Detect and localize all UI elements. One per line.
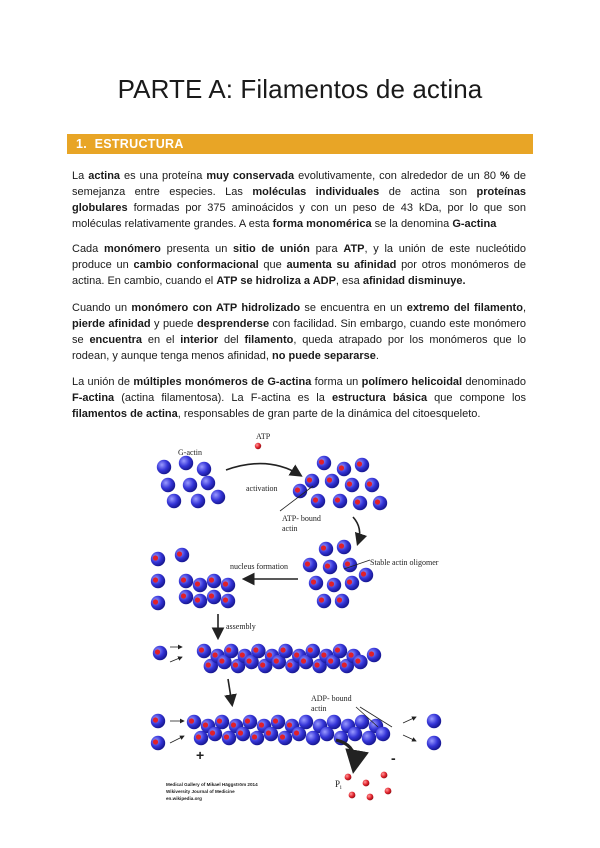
phosphate-label: $P_i$ [335, 779, 342, 791]
free-monomer [367, 648, 381, 662]
nucleus-monomer [207, 574, 221, 588]
bold-term: desprenderse [196, 318, 270, 330]
oligomer-monomer [327, 578, 341, 592]
filament-monomer [271, 715, 285, 729]
paragraph-2 [72, 241, 526, 289]
atp-dot [238, 730, 243, 735]
filament-monomer [250, 731, 264, 745]
atp-dot [153, 739, 158, 744]
text-run: para [309, 243, 344, 255]
credit-line-2: Wikiversity Journal of Medicine [166, 789, 235, 794]
adp-bound-monomer [299, 715, 313, 729]
free-monomer [151, 736, 165, 750]
atp-bound-monomer [317, 456, 331, 470]
text-run: formadas por 375 aminoácidos y con un peso de 43 kDa, por lo que son moléculas relativamente grandes. A esta [72, 202, 526, 230]
g-actin-monomer [197, 462, 211, 476]
atp-dot [223, 597, 228, 602]
page-title: PARTE A: Filamentos de actina [117, 74, 483, 104]
text-run: Cuando un [72, 302, 132, 314]
filament-monomer [278, 731, 292, 745]
g-actin-monomer [183, 478, 197, 492]
atp-dot [153, 599, 158, 604]
atp-dot [294, 730, 299, 735]
free-monomer [151, 574, 165, 588]
atp-dot [319, 459, 324, 464]
atp-dot [347, 481, 352, 486]
actin-polymerization-diagram [148, 425, 458, 815]
filament-monomer [251, 644, 265, 658]
oligomer-monomer [319, 542, 333, 556]
atp-dot [342, 662, 347, 667]
atp-dot [319, 597, 324, 602]
phosphate-molecule [349, 792, 356, 799]
phosphate-molecule [367, 794, 374, 801]
bold-term: encuentra [89, 334, 143, 346]
filament-monomer [215, 715, 229, 729]
atp-dot [210, 730, 215, 735]
atp-dot [245, 718, 250, 723]
atp-dot [195, 581, 200, 586]
filament-monomer [194, 731, 208, 745]
adp-bound-monomer [306, 731, 320, 745]
bold-term: monómero con ATP hidrolizado [131, 302, 301, 314]
text-run: La [72, 170, 89, 182]
atp-dot [252, 734, 257, 739]
adp-bound-monomer [348, 727, 362, 741]
atp-label: ATP [256, 432, 271, 441]
bold-term: proteínas globulares [72, 186, 526, 214]
nucleus-formation-label: nucleus formation [230, 562, 288, 571]
atp-dot [195, 597, 200, 602]
text-run: La unión de [72, 376, 134, 388]
phosphate-molecule [345, 774, 352, 781]
bold-term: G-actina [452, 218, 497, 230]
atp-dot [217, 718, 222, 723]
text-run: es una proteína [120, 170, 207, 182]
atp-dot [203, 722, 208, 727]
text-run: Cada [72, 243, 105, 255]
atp-dot [321, 545, 326, 550]
atp-dot [357, 461, 362, 466]
atp-dot [375, 499, 380, 504]
atp-dot [280, 734, 285, 739]
text-run: , y la unión de este nucleótido produce un [72, 243, 526, 271]
atp-bound-monomer [365, 478, 379, 492]
atp-bound-monomer [345, 478, 359, 492]
bold-term: afinidad disminuye. [362, 275, 466, 287]
atp-dot [213, 652, 218, 657]
atp-dot [287, 722, 292, 727]
bold-term: monómero [104, 243, 161, 255]
text-run: del [218, 334, 245, 346]
atp-dot [253, 647, 258, 652]
filament-monomer [353, 655, 367, 669]
bold-term: múltiples monómeros de G-actina [133, 376, 312, 388]
bold-term: sitio de unión [233, 243, 310, 255]
nucleus-monomer [207, 590, 221, 604]
atp-dot [267, 652, 272, 657]
bold-term: actina [88, 170, 121, 182]
nucleus-monomer [179, 574, 193, 588]
atp-dot [259, 722, 264, 727]
phosphate-molecule [363, 780, 370, 787]
minus-end-label: - [391, 750, 396, 766]
atp-dot [260, 662, 265, 667]
filament-monomer [292, 727, 306, 741]
nucleus-monomer [221, 578, 235, 592]
activation-label: activation [246, 484, 278, 493]
atp-dot [329, 581, 334, 586]
atp-dot [240, 652, 245, 657]
atp-bound-label-1: ATP- bound [282, 514, 321, 523]
phosphate-molecule [381, 772, 388, 779]
atp-dot [311, 579, 316, 584]
bold-term: polímero helicoidal [361, 376, 463, 388]
addition-arrow-2 [170, 657, 182, 662]
atp-dot [339, 543, 344, 548]
oligomer-monomer [317, 594, 331, 608]
nucleus-monomer [179, 590, 193, 604]
text-run: y puede [150, 318, 197, 330]
atp-dot [189, 718, 194, 723]
oligomer-monomer [359, 568, 373, 582]
atp-molecule [255, 443, 261, 449]
free-monomer [151, 596, 165, 610]
atp-dot [307, 477, 312, 482]
dissociation-arrow-1 [403, 717, 416, 723]
atp-bound-monomer [373, 496, 387, 510]
paragraph-1 [72, 168, 526, 232]
bold-term: no puede separarse [271, 350, 376, 362]
atp-dot [361, 571, 366, 576]
atp-bound-monomer [311, 494, 325, 508]
atp-dot [181, 577, 186, 582]
free-monomer [153, 646, 167, 660]
atp-dot [209, 593, 214, 598]
bold-term: % [500, 170, 510, 182]
atp-dot [177, 551, 182, 556]
atp-dot [233, 662, 238, 667]
filament-monomer [187, 715, 201, 729]
text-run: que [258, 259, 287, 271]
atp-dot [315, 662, 320, 667]
filament-monomer [278, 644, 292, 658]
atp-dot [355, 658, 360, 663]
atp-dot [155, 649, 160, 654]
nucleus-monomer [193, 594, 207, 608]
activation-arrow [226, 464, 300, 475]
atp-bound-monomer [353, 496, 367, 510]
atp-dot [313, 497, 318, 502]
bold-term: interior [180, 334, 219, 346]
text-run: se la denomina [371, 218, 453, 230]
bold-term: moléculas individuales [252, 186, 380, 198]
adp-bound-monomer [362, 731, 376, 745]
atp-dot [345, 561, 350, 566]
dissociated-monomer [427, 714, 441, 728]
atp-dot [327, 477, 332, 482]
filament-monomer [243, 715, 257, 729]
text-run: (actina filamentosa). La F-actina es la [114, 392, 332, 404]
filament-monomer [224, 644, 238, 658]
paragraph-4 [72, 374, 526, 422]
atp-dot [223, 581, 228, 586]
free-monomer [151, 552, 165, 566]
atp-dot [247, 658, 252, 663]
atp-dot [206, 662, 211, 667]
text-run: , queda atrapado por los monómeros que lo rodean, y aunque tenga menos afinidad, [72, 334, 527, 362]
g-actin-monomer [167, 494, 181, 508]
plus-end-label: + [196, 747, 205, 763]
atp-dot [153, 577, 158, 582]
bold-term: estructura básica [331, 392, 428, 404]
text-run: evolutivamente, con alrededor de un 80 [294, 170, 500, 182]
atp-dot [224, 734, 229, 739]
bold-term: ATP [343, 243, 365, 255]
filament-monomer [222, 731, 236, 745]
atp-dot [281, 647, 286, 652]
section-heading: ESTRUCTURA [94, 137, 184, 151]
dissociation-arrow-2 [403, 735, 416, 741]
atp-dot [308, 647, 313, 652]
monomer-shapes [151, 443, 441, 801]
oligomer-monomer [335, 594, 349, 608]
atp-dot [266, 730, 271, 735]
text-run: , [522, 302, 526, 314]
atp-dot [209, 577, 214, 582]
atp-dot [355, 499, 360, 504]
filament-monomer [306, 644, 320, 658]
phosphate-molecule [385, 788, 392, 795]
oligomer-monomer [345, 576, 359, 590]
filament-monomer [264, 727, 278, 741]
text-run: que compone los [427, 392, 527, 404]
atp-bound-monomer [355, 458, 369, 472]
atp-dot [295, 487, 300, 492]
atp-bound-label-2: actin [282, 524, 298, 533]
oligomer-monomer [323, 560, 337, 574]
atp-dot [153, 717, 158, 722]
text-run: con facilidad. Sin embargo, cuando este monómero se [72, 318, 526, 346]
bold-term: muy conservada [206, 170, 295, 182]
bold-term: pierde afinidad [72, 318, 151, 330]
filament-monomer [197, 644, 211, 658]
oligomer-monomer [337, 540, 351, 554]
text-run: de semejanza entre especies. Las [72, 170, 527, 198]
atp-dot [349, 652, 354, 657]
atp-bound-monomer [325, 474, 339, 488]
atp-dot [305, 561, 310, 566]
adp-bound-monomer [376, 727, 390, 741]
atp-dot [226, 647, 231, 652]
bold-term: ATP se hidroliza a ADP [216, 275, 336, 287]
bold-term: aumenta su afinidad [286, 259, 397, 271]
atp-dot [335, 647, 340, 652]
oligomer-monomer [303, 558, 317, 572]
text-run: en el [142, 334, 181, 346]
text-run: denominado [462, 376, 526, 388]
addition-arrow-4 [170, 736, 184, 743]
atp-dot [199, 647, 204, 652]
atp-bound-monomer [337, 462, 351, 476]
atp-dot [287, 662, 292, 667]
atp-dot [219, 658, 224, 663]
atp-dot [347, 579, 352, 584]
adp-bound-monomer [327, 715, 341, 729]
atp-dot [328, 658, 333, 663]
atp-dot [181, 593, 186, 598]
section-header [67, 134, 533, 154]
bold-term: filamentos de actina [72, 408, 178, 420]
atp-dot [153, 555, 158, 560]
atp-dot [369, 651, 374, 656]
oligomer-monomer [309, 576, 323, 590]
atp-bound-monomer [305, 474, 319, 488]
bold-term: forma monomérica [272, 218, 372, 230]
atp-dot [339, 465, 344, 470]
section-number: 1. [76, 137, 88, 151]
paragraph-3 [72, 300, 526, 364]
g-actin-monomer [211, 490, 225, 504]
to-oligomer-arrow [353, 517, 360, 543]
nucleus-monomer [193, 578, 207, 592]
g-actin-monomer [179, 456, 193, 470]
atp-dot [274, 658, 279, 663]
free-monomer [151, 714, 165, 728]
g-actin-monomer [201, 476, 215, 490]
atp-dot [294, 652, 299, 657]
atp-dot [196, 734, 201, 739]
g-actin-monomer [161, 478, 175, 492]
filament-monomer [208, 727, 222, 741]
atp-dot [301, 658, 306, 663]
bold-term: filamento [244, 334, 294, 346]
text-run: forma un [311, 376, 362, 388]
text-run: . [375, 350, 379, 362]
free-monomer [175, 548, 189, 562]
text-run: de actina son [379, 186, 477, 198]
g-actin-monomer [157, 460, 171, 474]
adp-bound-label-1: ADP- bound [311, 694, 352, 703]
atp-dot [321, 652, 326, 657]
bold-term: extremo del filamento [406, 302, 523, 314]
dissociated-monomer [427, 736, 441, 750]
credit-line-1: Medical Gallery of Mikael Häggström 2014 [166, 782, 258, 787]
atp-bound-monomer [333, 494, 347, 508]
atp-dot [231, 722, 236, 727]
elongation-arrow [228, 679, 232, 704]
credit-line-3: en.wikipedia.org [166, 796, 202, 801]
bold-term: F-actina [72, 392, 115, 404]
stable-oligomer-label: Stable actin oligomer [370, 558, 439, 567]
adp-bound-label-2: actin [311, 704, 327, 713]
filament-monomer [236, 727, 250, 741]
assembly-label: assembly [226, 622, 256, 631]
g-actin-monomer [191, 494, 205, 508]
nucleus-monomer [221, 594, 235, 608]
bold-term: cambio conformacional [133, 259, 259, 271]
atp-dot [335, 497, 340, 502]
text-run: por otros monómeros de actina. En cambio, cuando el [72, 259, 526, 287]
text-run: , responsables de gran parte de la dinámica del citoesqueleto. [177, 408, 481, 420]
filament-monomer [333, 644, 347, 658]
text-run: , esa [335, 275, 363, 287]
adp-bound-monomer [320, 727, 334, 741]
atp-dot [325, 563, 330, 568]
atp-dot [273, 718, 278, 723]
g-actin-label: G-actin [178, 448, 202, 457]
text-run: presenta un [160, 243, 234, 255]
atp-dot [367, 481, 372, 486]
atp-dot [337, 597, 342, 602]
text-run: se encuentra en un [300, 302, 407, 314]
